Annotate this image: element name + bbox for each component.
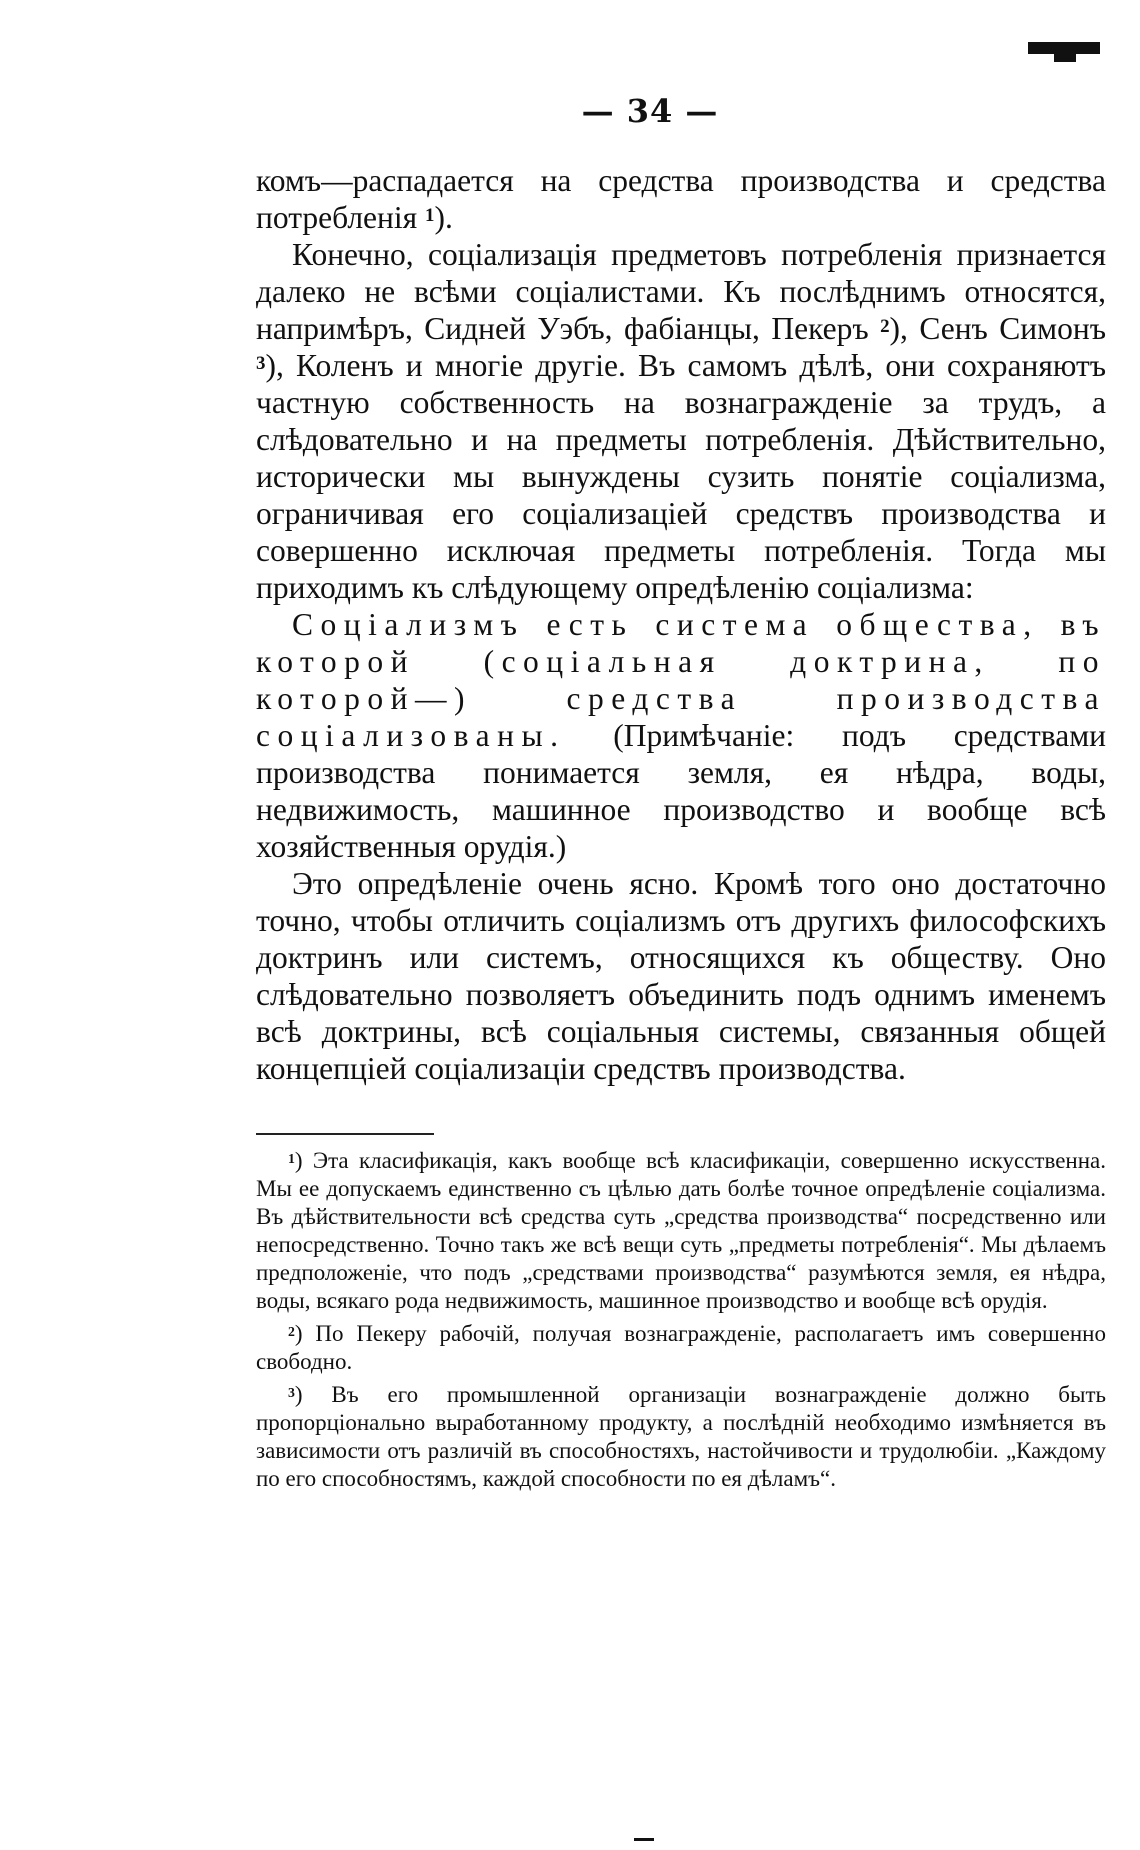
footnote-3 bbox=[256, 1381, 1106, 1493]
definition-spaced-text: Соціализмъ есть система общества, въ которой (соціальная доктрина, по которой—) средства производства соціализованы. bbox=[256, 607, 1106, 753]
page-number: — 34 — bbox=[581, 92, 719, 130]
footnote-1-text: ) Эта класификація, какъ вообще всѣ класификаціи, совершенно искусственна. Мы ее допускаемъ единственно съ цѣлью дать болѣе точное опредѣленіе соціализма. Въ дѣйствительности всѣ средства суть „средства производства“ посредственно или непосредственно. Точно такъ же всѣ вещи суть „предметы потребленія“. Мы дѣлаемъ предположеніе, что подъ „средствами производства“ разумѣются земля, ея нѣдра, воды, всякаго рода недвижимость, машинное производство и вообще всѣ орудія. bbox=[256, 1148, 1106, 1313]
paragraph-1 bbox=[256, 162, 1106, 236]
footnote-ref-3: 3 bbox=[256, 353, 266, 374]
paragraph-1-text: комъ—распадается на средства производства и средства потребленія bbox=[256, 163, 1106, 235]
main-text bbox=[256, 162, 1106, 1087]
paragraph-2-text-b: ), Сенъ Симонъ bbox=[889, 311, 1106, 346]
footnotes bbox=[256, 1147, 1106, 1498]
bottom-mark bbox=[634, 1838, 654, 1841]
footnote-1-mark: 1 bbox=[288, 1151, 295, 1166]
definition-note: (Примѣчаніе: подъ средствами производства понимается земля, ея нѣдра, воды, недвижимость, машинное производство и вообще всѣ хозяйственныя орудія.) bbox=[256, 718, 1106, 864]
footnote-1 bbox=[256, 1147, 1106, 1315]
paragraph-2-text-c: ), Коленъ и многіе другіе. Въ самомъ дѣлѣ, они сохраняютъ частную собственность на вознагражденіе за трудъ, а слѣдовательно и на предметы потребленія. Дѣйствительно, исторически мы вынуждены сузить понятіе соціализма, ограничивая его соціализаціей средствъ производства и совершенно исключая предметы потребленія. Тогда мы приходимъ къ слѣдующему опредѣленію соціализма: bbox=[256, 348, 1106, 605]
paragraph-1-end: ). bbox=[434, 200, 453, 235]
print-corner-mark bbox=[1028, 42, 1100, 54]
paragraph-3-definition bbox=[256, 606, 1106, 865]
paragraph-2-text-a: Конечно, соціализація предметовъ потребленія признается далеко не всѣми соціалистами. Къ послѣднимъ относятся, напримѣръ, Сидней Уэбъ, фабіанцы, Пекеръ bbox=[256, 237, 1106, 346]
footnote-ref-1: 1 bbox=[425, 205, 435, 226]
footnote-ref-2: 2 bbox=[880, 316, 890, 337]
footnote-3-mark: 3 bbox=[288, 1385, 295, 1400]
footnote-2-mark: 2 bbox=[288, 1324, 295, 1339]
footnote-2-text: ) По Пекеру рабочій, получая вознагражденіе, располагаетъ имъ совершенно свободно. bbox=[256, 1321, 1106, 1374]
footnote-3-text: ) Въ его промышленной организаціи вознагражденіе должно быть пропорціонально выработанному продукту, а послѣдній необходимо измѣняется въ зависимости отъ различій въ способностяхъ, настойчивости и трудолюбіи. „Каждому по его способностямъ, каждой способности по ея дѣламъ“. bbox=[256, 1382, 1106, 1491]
footnote-separator bbox=[256, 1133, 434, 1135]
paragraph-4 bbox=[256, 865, 1106, 1087]
footnote-2 bbox=[256, 1320, 1106, 1376]
paragraph-4-text: Это опредѣленіе очень ясно. Кромѣ того оно достаточно точно, чтобы отличить соціализмъ отъ другихъ философскихъ доктринъ или системъ, относящихся къ обществу. Оно слѣдовательно позволяетъ объединить подъ однимъ именемъ всѣ доктрины, всѣ соціальныя системы, связанныя общей концепціей соціализаціи средствъ производства. bbox=[256, 866, 1106, 1086]
paragraph-2 bbox=[256, 236, 1106, 606]
